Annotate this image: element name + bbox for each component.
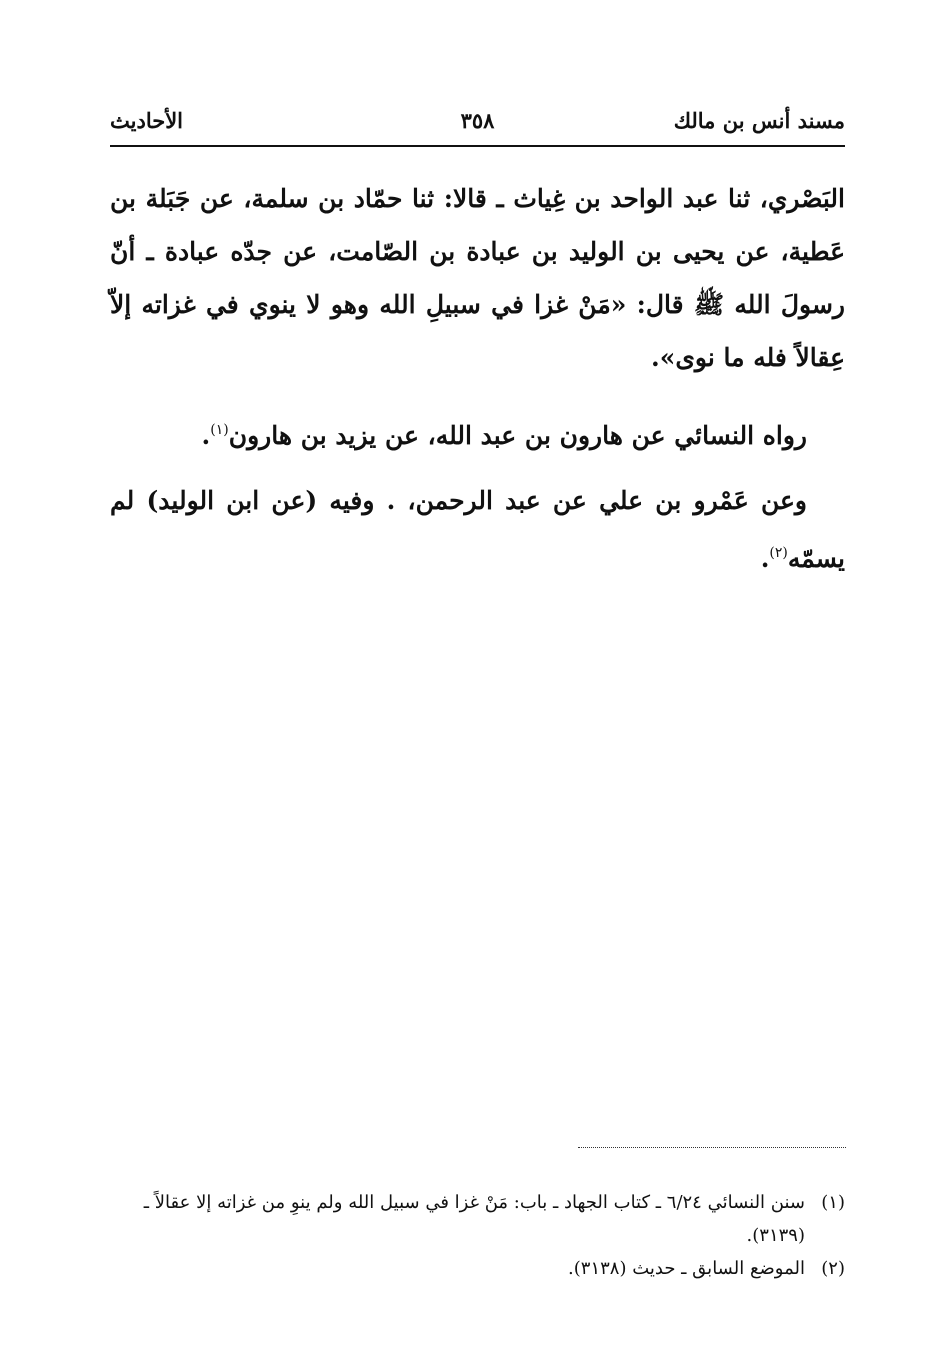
narration-paragraph-2 xyxy=(110,474,845,585)
narration-end-2: . xyxy=(760,544,770,573)
page-number: ٣٥٨ xyxy=(460,108,495,133)
narration-text-1: رواه النسائي عن هارون بن عبد الله، عن يزيد بن هارون xyxy=(228,421,807,450)
narration-end-1: . xyxy=(201,421,211,450)
section-title: الأحاديث xyxy=(110,108,184,133)
footnote-ref-2: (٢) xyxy=(769,545,788,561)
footnote-2 xyxy=(125,1252,845,1285)
book-title: مسند أنس بن مالك xyxy=(673,108,845,133)
footnote-text: سنن النسائي ٦/٢٤ ـ كتاب الجهاد ـ باب: مَنْ غزا في سبيل الله ولم ينوِ من غزاته إلا عقالاً ـ (٣١٣٩). xyxy=(143,1192,805,1246)
footnote-ref-1: (١) xyxy=(210,422,229,438)
running-header xyxy=(110,108,845,142)
footnote-text: الموضع السابق ـ حديث (٣١٣٨). xyxy=(568,1258,805,1279)
footnote-number: (٢) xyxy=(821,1258,845,1279)
narration-paragraph-1 xyxy=(110,404,845,462)
narration-text-2: وعن عَمْرو بن علي عن عبد الرحمن، . وفيه (عن ابن الوليد) لم يسمّه xyxy=(110,486,845,573)
footnote-separator xyxy=(578,1147,846,1148)
footnote-1 xyxy=(125,1186,845,1252)
footnotes xyxy=(125,1186,845,1285)
main-text xyxy=(110,172,845,585)
footnote-number: (١) xyxy=(821,1192,845,1213)
hadith-paragraph: البَصْري، ثنا عبد الواحد بن غِياث ـ قالا: ثنا حمّاد بن سلمة، عن جَبَلة بن عَطية، عن يحيى بن الوليد بن عبادة بن الصّامت، عن جدّه عبادة ـ أنّ رسولَ الله ﷺ قال: «مَنْ غزا في سبيلِ الله وهو لا ينوي في غزاته إلاّ عِقالاً فله ما نوى». xyxy=(110,184,845,372)
header-rule xyxy=(110,145,845,147)
